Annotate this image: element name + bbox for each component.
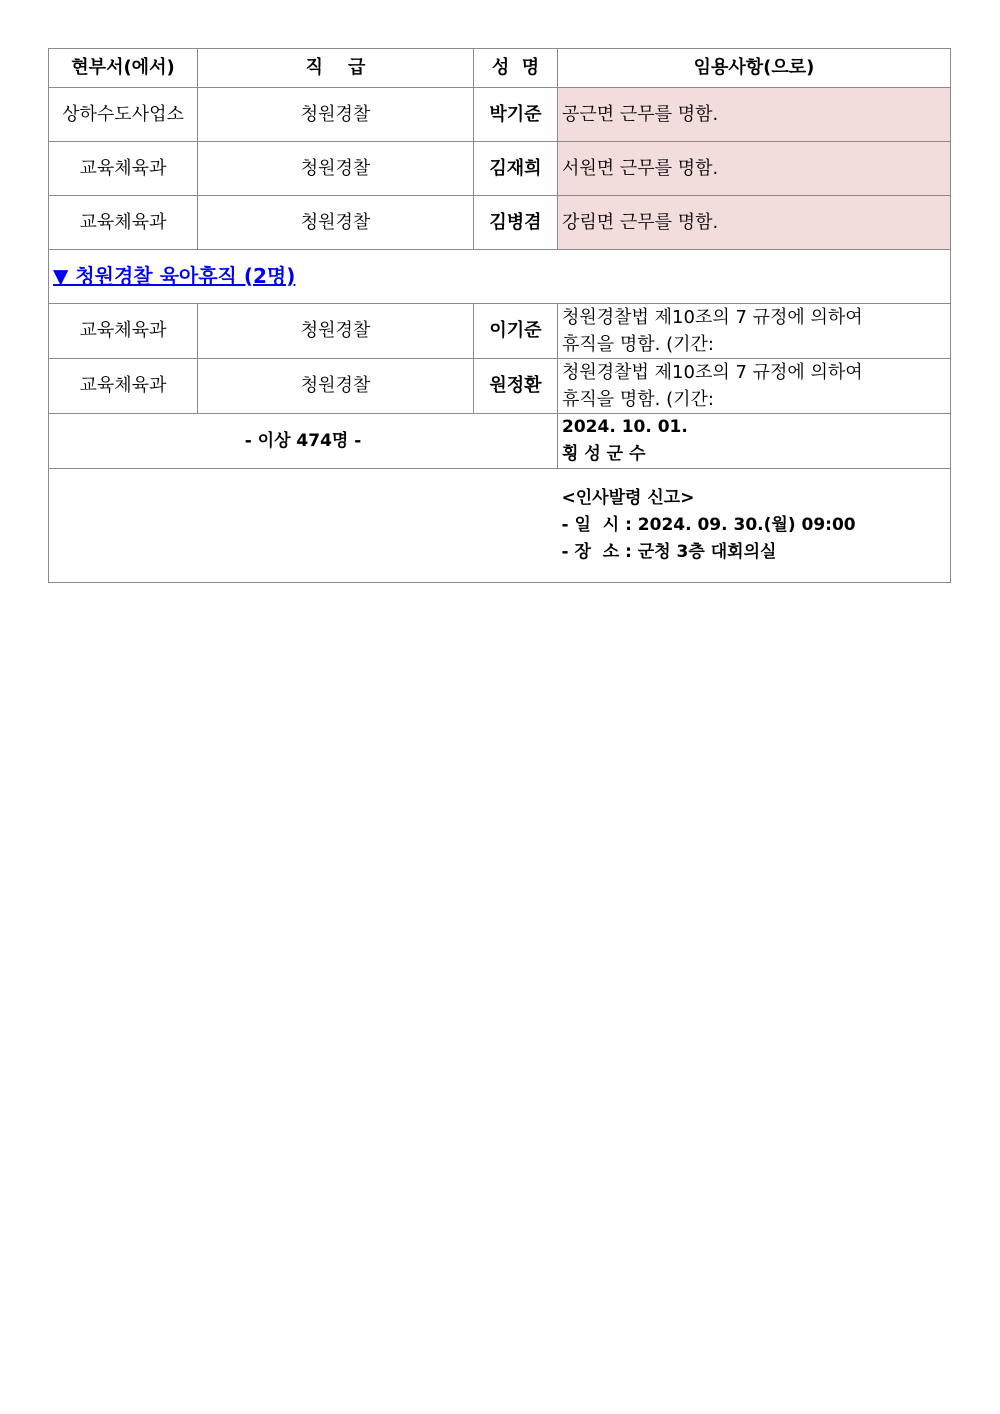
- row-rank: 청원경찰: [198, 304, 474, 359]
- notice-title: <인사발령 신고>: [561, 488, 695, 508]
- row-assignment: [558, 359, 951, 414]
- row-name: 김재희: [474, 142, 558, 196]
- table-row: [49, 88, 951, 142]
- row-name: 이기준: [474, 304, 558, 359]
- section-title: ▼ 청원경찰 육아휴직 (2명): [53, 263, 296, 288]
- issuer: 횡 성 군 수: [562, 444, 646, 464]
- header-rank: 직 급: [198, 49, 474, 88]
- assignment-line-1: 청원경찰법 제10조의 7 규정에 의하여: [562, 362, 863, 383]
- header-dept: 현부서(에서): [49, 49, 198, 88]
- table-row: [49, 142, 951, 196]
- notice-place: - 장 소 : 군청 3층 대회의실: [561, 542, 777, 562]
- section-row: [49, 250, 951, 304]
- assignment-line-2: 휴직을 명함. (기간:: [562, 389, 714, 410]
- row-dept: 교육체육과: [49, 359, 198, 414]
- row-assignment: [558, 304, 951, 359]
- row-dept: 교육체육과: [49, 304, 198, 359]
- row-name: 원정환: [474, 359, 558, 414]
- table-header-row: [49, 49, 951, 88]
- table-row: [49, 196, 951, 250]
- summary-row: [49, 414, 951, 469]
- signature-cell: [558, 414, 951, 469]
- assignment-line-2: 휴직을 명함. (기간:: [562, 334, 714, 355]
- row-name: 김병겸: [474, 196, 558, 250]
- table-row: [49, 359, 951, 414]
- row-dept: 상하수도사업소: [49, 88, 198, 142]
- row-rank: 청원경찰: [198, 359, 474, 414]
- notice-cell: [558, 469, 951, 583]
- row-assignment: 강림면 근무를 명함.: [558, 196, 951, 250]
- header-assignment: 임용사항(으로): [558, 49, 951, 88]
- notice-empty-cell: [49, 469, 558, 583]
- row-rank: 청원경찰: [198, 88, 474, 142]
- row-assignment: 공근면 근무를 명함.: [558, 88, 951, 142]
- row-name: 박기준: [474, 88, 558, 142]
- row-rank: 청원경찰: [198, 142, 474, 196]
- row-assignment: 서원면 근무를 명함.: [558, 142, 951, 196]
- row-dept: 교육체육과: [49, 142, 198, 196]
- assignment-line-1: 청원경찰법 제10조의 7 규정에 의하여: [562, 307, 863, 328]
- table-row: [49, 304, 951, 359]
- section-cell: [49, 250, 951, 304]
- issue-date: 2024. 10. 01.: [562, 417, 688, 437]
- row-dept: 교육체육과: [49, 196, 198, 250]
- row-rank: 청원경찰: [198, 196, 474, 250]
- header-name: 성 명: [474, 49, 558, 88]
- notice-datetime: - 일 시 : 2024. 09. 30.(월) 09:00: [561, 515, 856, 535]
- appointment-table: [48, 48, 951, 583]
- notice-row: [49, 469, 951, 583]
- total-count: - 이상 474명 -: [49, 414, 558, 469]
